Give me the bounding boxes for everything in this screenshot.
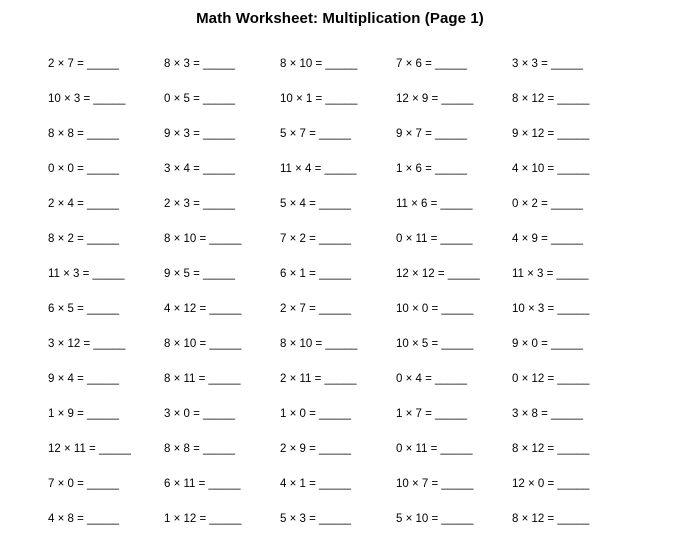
problem-item: 0 × 4 = _____ [396, 373, 467, 385]
problem-item: 9 × 5 = _____ [164, 268, 235, 280]
problem-item: 9 × 7 = _____ [396, 128, 467, 140]
problem-item: 4 × 9 = _____ [512, 233, 583, 245]
problem-item: 11 × 4 = _____ [280, 163, 357, 175]
problem-item: 8 × 8 = _____ [48, 128, 119, 140]
problem-item: 11 × 3 = _____ [48, 268, 125, 280]
problem-item: 3 × 0 = _____ [164, 408, 235, 420]
problem-item: 9 × 3 = _____ [164, 128, 235, 140]
problem-item: 8 × 11 = _____ [164, 373, 241, 385]
problem-item: 8 × 10 = _____ [164, 233, 242, 245]
problem-item: 7 × 6 = _____ [396, 58, 467, 70]
problem-item: 11 × 3 = _____ [512, 268, 589, 280]
problem-item: 8 × 10 = _____ [280, 338, 358, 350]
problem-item: 4 × 8 = _____ [48, 513, 119, 525]
problem-item: 3 × 8 = _____ [512, 408, 583, 420]
problem-item: 4 × 10 = _____ [512, 163, 590, 175]
problem-item: 8 × 10 = _____ [164, 338, 242, 350]
problem-item: 5 × 10 = _____ [396, 513, 474, 525]
problem-item: 2 × 11 = _____ [280, 373, 357, 385]
problem-item: 11 × 6 = _____ [396, 198, 473, 210]
problem-item: 1 × 9 = _____ [48, 408, 119, 420]
problem-item: 7 × 2 = _____ [280, 233, 351, 245]
problem-item: 3 × 12 = _____ [48, 338, 126, 350]
problem-item: 0 × 2 = _____ [512, 198, 583, 210]
problem-item: 10 × 0 = _____ [396, 303, 474, 315]
problem-item: 8 × 12 = _____ [512, 513, 590, 525]
problem-item: 2 × 9 = _____ [280, 443, 351, 455]
problem-item: 9 × 4 = _____ [48, 373, 119, 385]
problem-item: 0 × 0 = _____ [48, 163, 119, 175]
problem-item: 12 × 0 = _____ [512, 478, 590, 490]
problem-item: 9 × 12 = _____ [512, 128, 590, 140]
problem-item: 8 × 3 = _____ [164, 58, 235, 70]
problem-item: 10 × 7 = _____ [396, 478, 474, 490]
page-title: Math Worksheet: Multiplication (Page 1) [196, 10, 484, 27]
problem-item: 2 × 7 = _____ [48, 58, 119, 70]
problem-item: 10 × 3 = _____ [512, 303, 590, 315]
problem-item: 8 × 12 = _____ [512, 93, 590, 105]
problem-item: 5 × 3 = _____ [280, 513, 351, 525]
problem-item: 3 × 4 = _____ [164, 163, 235, 175]
problem-item: 4 × 12 = _____ [164, 303, 242, 315]
problem-item: 8 × 10 = _____ [280, 58, 358, 70]
problem-item: 0 × 11 = _____ [396, 443, 473, 455]
problem-item: 8 × 8 = _____ [164, 443, 235, 455]
problem-item: 9 × 0 = _____ [512, 338, 583, 350]
problem-item: 12 × 11 = _____ [48, 443, 131, 455]
problem-item: 1 × 12 = _____ [164, 513, 242, 525]
problem-item: 1 × 0 = _____ [280, 408, 351, 420]
problem-item: 10 × 1 = _____ [280, 93, 358, 105]
problem-item: 0 × 5 = _____ [164, 93, 235, 105]
problem-item: 10 × 5 = _____ [396, 338, 474, 350]
problem-item: 5 × 7 = _____ [280, 128, 351, 140]
problem-item: 0 × 12 = _____ [512, 373, 590, 385]
problem-item: 2 × 3 = _____ [164, 198, 235, 210]
problem-item: 6 × 11 = _____ [164, 478, 241, 490]
problem-item: 3 × 3 = _____ [512, 58, 583, 70]
problem-item: 2 × 4 = _____ [48, 198, 119, 210]
problem-item: 8 × 12 = _____ [512, 443, 590, 455]
problem-item: 6 × 1 = _____ [280, 268, 351, 280]
problem-item: 1 × 7 = _____ [396, 408, 467, 420]
problem-item: 12 × 9 = _____ [396, 93, 474, 105]
problem-item: 4 × 1 = _____ [280, 478, 351, 490]
problem-grid [48, 56, 628, 546]
problem-item: 5 × 4 = _____ [280, 198, 351, 210]
problem-item: 8 × 2 = _____ [48, 233, 119, 245]
problem-item: 6 × 5 = _____ [48, 303, 119, 315]
problem-item: 7 × 0 = _____ [48, 478, 119, 490]
problem-item: 10 × 3 = _____ [48, 93, 126, 105]
problem-item: 0 × 11 = _____ [396, 233, 473, 245]
problem-item: 2 × 7 = _____ [280, 303, 351, 315]
problem-item: 12 × 12 = _____ [396, 268, 480, 280]
problem-item: 1 × 6 = _____ [396, 163, 467, 175]
